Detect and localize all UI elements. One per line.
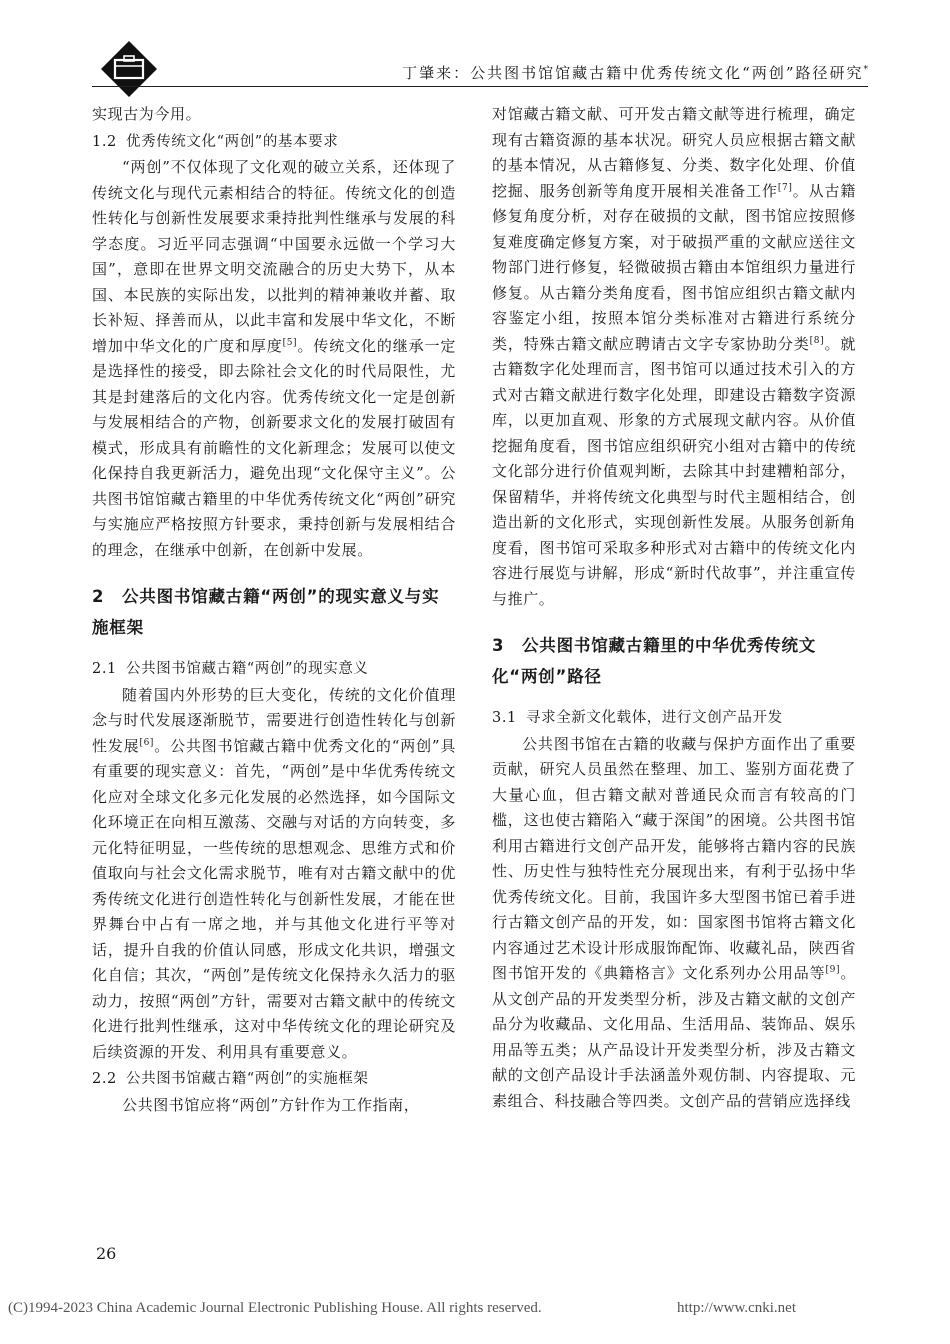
running-header <box>0 36 950 96</box>
page-number: 26 <box>96 1244 117 1263</box>
header-title: 丁肇来：公共图书馆馆藏古籍中优秀传统文化“两创”路径研究* <box>402 64 870 82</box>
citation-ref: [8] <box>809 335 825 346</box>
subsection-heading-3-1: 3.1 寻求全新文化载体，进行文创产品开发 <box>492 710 783 726</box>
paragraph: 对馆藏古籍文献、可开发古籍文献等进行梳理，确定现有古籍资源的基本状况。研究人员应根据古籍文献的基本情况，从古籍修复、分类、数字化处理、价值挖掘、服务创新等角度开展相关准备工作[7]。从古籍修复角度分析，对存在破损的文献，图书馆应按照修复难度确定修复方案，对于破损严重的文献应送往文物部门进行修复，轻微破损古籍由本馆组织力量进行修复。从古籍分类角度看，图书馆应组织古籍文献内容鉴定小组，按照本馆分类标准对古籍进行系统分类，特殊古籍文献应聘请古文字专家协助分类[8]。就古籍数字化处理而言，图书馆可以通过技术引入的方式对古籍文献进行数字化处理，即建设古籍数字资源库，以更加直观、形象的方式展现文献内容。从价值挖掘角度看，图书馆应组织研究小组对古籍中的传统文化部分进行价值观判断，去除其中封建糟粕部分，保留精华，并将传统文化典型与时代主题相结合，创造出新的文化形式，实现创新性发展。从服务创新角度看，图书馆可采取多种形式对古籍中的传统文化内容进行展览与讲解，形成“新时代故事”，并注重宣传与推广。 <box>492 105 856 608</box>
citation-ref: [6] <box>139 737 155 748</box>
header-rule <box>92 86 868 87</box>
citation-ref: [7] <box>777 182 793 193</box>
paragraph: 公共图书馆在古籍的收藏与保护方面作出了重要贡献，研究人员虽然在整理、加工、鉴别方面花费了大量心血，但古籍文献对普通民众而言有较高的门槛，这也使古籍陷入“藏于深闺”的困境。公共图书馆利用古籍进行文创产品开发，能够将古籍内容的民族性、历史性与独特性充分展现出来，有利于弘扬中华优秀传统文化。目前，我国许多大型图书馆已着手进行古籍文创产品的开发，如：国家图书馆将古籍文化内容通过艺术设计形成服饰配饰、收藏礼品，陕西省图书馆开发的《典籍格言》文化系列办公用品等[9]。从文创产品的开发类型分析，涉及古籍文献的文创产品分为收藏品、文化用品、生活用品、装饰品、娱乐用品等五类；从产品设计开发类型分析，涉及古籍文献的文创产品设计手法涵盖外观仿制、内容提取、元素组合、科技融合等四类。文创产品的营销应选择线 <box>492 734 856 1110</box>
subsection-heading-2-1: 2.1 公共图书馆藏古籍“两创”的现实意义 <box>92 661 369 677</box>
right-column <box>492 102 856 1114</box>
subsection-heading-1-2: 1.2 优秀传统文化“两创”的基本要求 <box>92 133 339 150</box>
citation-ref: [9] <box>825 965 841 975</box>
paragraph: 实现古为今用。 <box>92 105 202 123</box>
paragraph: 随着国内外形势的巨大变化，传统的文化价值理念与时代发展逐渐脱节，需要进行创造性转化与创新性发展[6]。公共图书馆藏古籍中优秀文化的“两创”具有重要的现实意义：首先，“两创”是中华优秀传统文化应对全球文化多元化发展的必然选择，如今国际文化环境正在向相互激荡、交融与对话的方向转变，多元化特征明显，一些传统的思想观念、思维方式和价值取向与社会文化需求脱节，唯有对古籍文献中的优秀传统文化进行创造性转化与创新性发展，才能在世界舞台中占有一席之地，并与其他文化进行平等对话，提升自我的价值认同感，形成文化共识，增强文化自信；其次，“两创”是传统文化保持永久活力的驱动力，按照“两创”方针，需要对古籍文献中的传统文化进行批判性继承，这对中华传统文化的理论研究及后续资源的开发、利用具有重要意义。 <box>92 685 456 1061</box>
left-column <box>92 102 456 1118</box>
footer-url-link[interactable]: http://www.cnki.net <box>676 1300 796 1316</box>
footer-copyright: (C)1994-2023 China Academic Journal Electronic Publishing House. All rights reserved. <box>8 1300 542 1316</box>
paragraph: 公共图书馆应将“两创”方针作为工作指南， <box>122 1095 420 1114</box>
paragraph: “两创”不仅体现了文化观的破立关系，还体现了传统文化与现代元素相结合的特征。传统文化的创造性转化与创新性发展要求秉持批判性继承与发展的科学态度。习近平同志强调“中国要永远做一个学习大国”，意即在世界文明交流融合的历史大势下，从本国、本民族的实际出发，以批判的精神兼收并蓄、取长补短、择善而从，以此丰富和发展中华文化，不断增加中华文化的广度和厚度[5]。传统文化的继承一定是选择性的接受，即去除社会文化的时代局限性，尤其是封建落后的文化内容。优秀传统文化一定是创新与发展相结合的产物，创新要求文化的发展打破固有模式，形成具有前瞻性的文化新理念；发展可以使文化保持自我更新活力，避免出现“文化保守主义”。公共图书馆馆藏古籍里的中华优秀传统文化“两创”研究与实施应严格按照方针要求，秉持创新与发展相结合的理念，在继承中创新，在创新中发展。 <box>92 158 456 559</box>
citation-ref: [5] <box>282 337 298 348</box>
section-heading-3: 3 公共图书馆藏古籍里的中华优秀传统文化“两创”路径 <box>492 636 817 686</box>
subsection-heading-2-2: 2.2 公共图书馆藏古籍“两创”的实施框架 <box>92 1071 369 1087</box>
journal-logo-icon <box>100 40 158 98</box>
section-heading-2: 2 公共图书馆藏古籍“两创”的现实意义与实施框架 <box>92 587 440 637</box>
